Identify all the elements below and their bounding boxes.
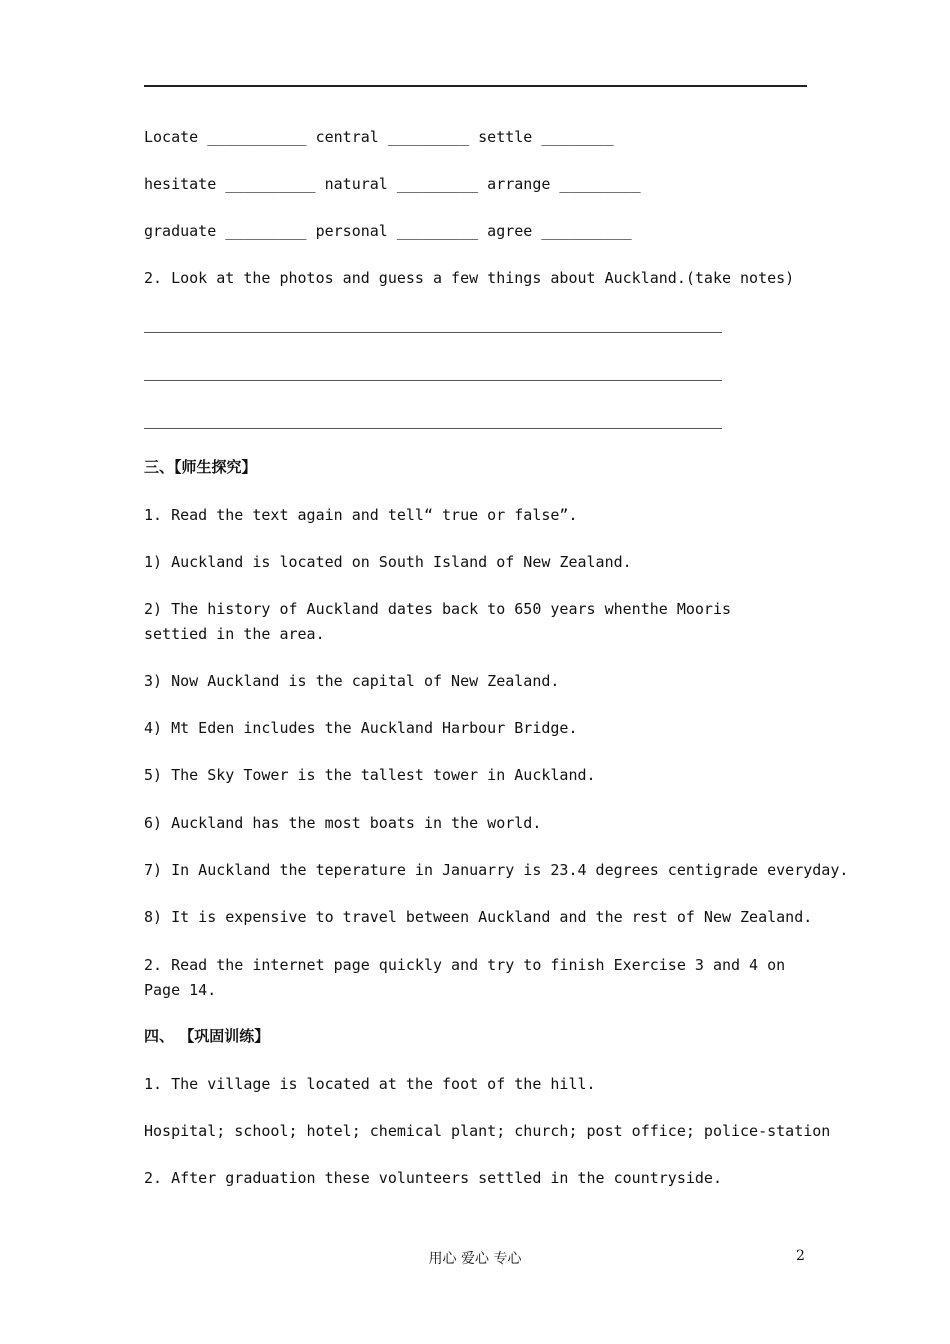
notes-blank-line <box>144 428 722 429</box>
statement-8: 8) It is expensive to travel between Auckland and the rest of New Zealand. <box>144 908 813 926</box>
practice-item: 1. The village is located at the foot of the hill. <box>144 1075 596 1093</box>
notes-blank-line <box>144 380 722 381</box>
photo-guess-prompt: 2. Look at the photos and guess a few things about Auckland.(take notes) <box>144 269 795 287</box>
section-3-heading: 三、【师生探究】 <box>144 458 257 476</box>
notes-blank-line <box>144 332 722 333</box>
practice-item: 2. After graduation these volunteers settled in the countryside. <box>144 1169 722 1187</box>
page-number: 2 <box>796 1248 805 1264</box>
vocab-row-3: graduate _________ personal _________ agree __________ <box>144 222 632 240</box>
footer-motto: 用心 爱心 专心 <box>428 1251 522 1267</box>
statement-3: 3) Now Auckland is the capital of New Zealand. <box>144 672 560 690</box>
vocab-row-1: Locate ___________ central _________ settle ________ <box>144 128 614 146</box>
statement-1: 1) Auckland is located on South Island of New Zealand. <box>144 553 632 571</box>
header-rule <box>144 85 807 87</box>
statement-2: 2) The history of Auckland dates back to 650 years whenthe Mooris settied in the area. <box>144 600 731 643</box>
vocab-row-2: hesitate __________ natural _________ arrange _________ <box>144 175 641 193</box>
statement-5: 5) The Sky Tower is the tallest tower in Auckland. <box>144 766 596 784</box>
statement-7: 7) In Auckland the teperature in Januarry is 23.4 degrees centigrade everyday. <box>144 861 849 879</box>
section-4-heading: 四、 【巩固训练】 <box>144 1027 270 1045</box>
statement-6: 6) Auckland has the most boats in the world. <box>144 814 542 832</box>
true-false-prompt: 1. Read the text again and tell“ true or false”. <box>144 506 578 524</box>
statement-4: 4) Mt Eden includes the Auckland Harbour Bridge. <box>144 719 578 737</box>
internet-page-prompt: 2. Read the internet page quickly and try to finish Exercise 3 and 4 on Page 14. <box>144 956 786 999</box>
practice-item: Hospital; school; hotel; chemical plant; church; post office; police-station <box>144 1122 831 1140</box>
